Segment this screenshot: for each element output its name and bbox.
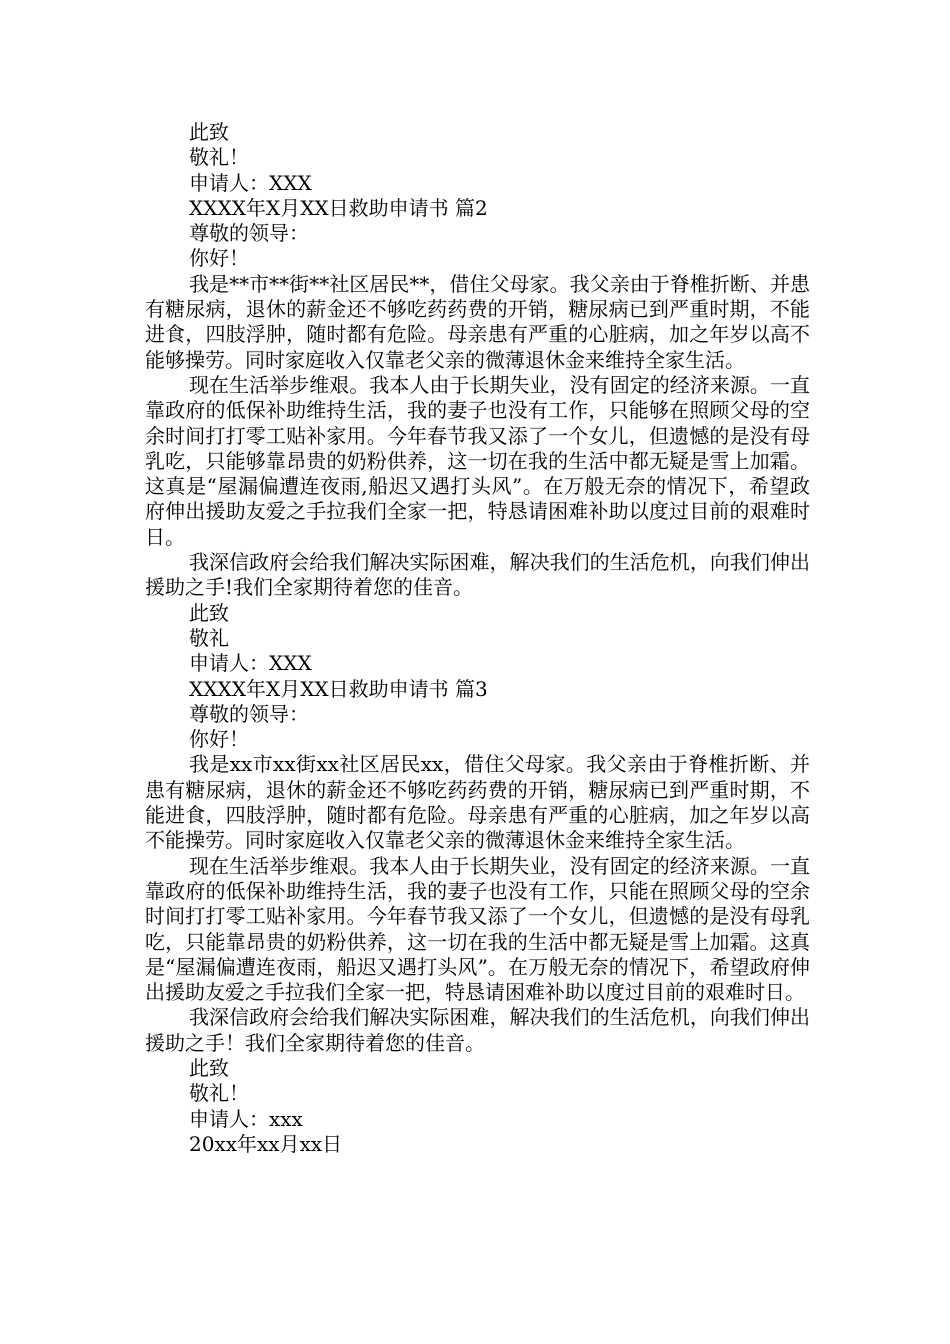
applicant-line: 申请人：XXX (189, 651, 312, 676)
date-line: 20xx年xx月xx日 (189, 1131, 343, 1156)
salute-line: 敬礼！ (189, 1081, 249, 1106)
greeting-line: 尊敬的领导： (189, 221, 309, 246)
closing-line: 此致 (189, 600, 229, 625)
paragraph: 现在生活举步维艰。我本人由于长期失业，没有固定的经济来源。一直靠政府的低保补助维持生活，我的妻子也没有工作，只能够在照顾父母的空余时间打打零工贴补家用。今年春节我又添了一个女儿，但遗憾的是没有母乳吃，只能够靠昂贵的奶粉供养，这一切在我的生活中都无疑是雪上加霜。这真是“屋漏偏遭连夜雨,船迟又遇打头风”。在万般无奈的情况下，希望政府伸出援助友爱之手拉我们全家一把，特恳请困难补助以度过目前的艰难时日。 (145, 372, 810, 549)
paragraph: 我深信政府会给我们解决实际困难，解决我们的生活危机，向我们伸出援助之手!我们全家期待着您的佳音。 (145, 550, 810, 600)
greeting-line: 尊敬的领导： (189, 701, 309, 726)
section-title: XXXX年X月XX日救助申请书 篇2 (189, 195, 488, 220)
paragraph: 我深信政府会给我们解决实际困难，解决我们的生活危机，向我们伸出援助之手！我们全家期待着您的佳音。 (145, 1005, 810, 1055)
hello-line: 你好！ (189, 246, 249, 271)
hello-line: 你好！ (189, 727, 249, 752)
applicant-line: 申请人：xxx (189, 1106, 303, 1131)
section-title: XXXX年X月XX日救助申请书 篇3 (189, 676, 488, 701)
document-page (145, 120, 810, 1157)
closing-line: 此致 (189, 1055, 229, 1080)
applicant-line: 申请人：XXX (189, 170, 312, 195)
salute-line: 敬礼！ (189, 145, 249, 170)
paragraph: 我是xx市xx街xx社区居民xx，借住父母家。我父亲由于脊椎折断、并患有糖尿病，退休的薪金还不够吃药药费的开销，糖尿病已到严重时期，不能进食，四肢浮肿，随时都有危险。母亲患有严重的心脏病，加之年岁以高不能操劳。同时家庭收入仅靠老父亲的微薄退休金来维持全家生活。 (145, 752, 810, 853)
paragraph: 我是**市**街**社区居民**，借住父母家。我父亲由于脊椎折断、并患有糖尿病，退休的薪金还不够吃药药费的开销，糖尿病已到严重时期，不能进食，四肢浮肿，随时都有危险。母亲患有严重的心脏病，加之年岁以高不能够操劳。同时家庭收入仅靠老父亲的微薄退休金来维持全家生活。 (145, 271, 810, 372)
salute-line: 敬礼 (189, 625, 229, 650)
closing-line: 此致 (189, 120, 229, 144)
paragraph: 现在生活举步维艰。我本人由于长期失业，没有固定的经济来源。一直靠政府的低保补助维持生活，我的妻子也没有工作，只能在照顾父母的空余时间打打零工贴补家用。今年春节我又添了一个女儿，但遗憾的是没有母乳吃，只能靠昂贵的奶粉供养，这一切在我的生活中都无疑是雪上加霜。这真是“屋漏偏遭连夜雨，船迟又遇打头风”。在万般无奈的情况下，希望政府伸出援助友爱之手拉我们全家一把，特恳请困难补助以度过目前的艰难时日。 (145, 853, 810, 1005)
